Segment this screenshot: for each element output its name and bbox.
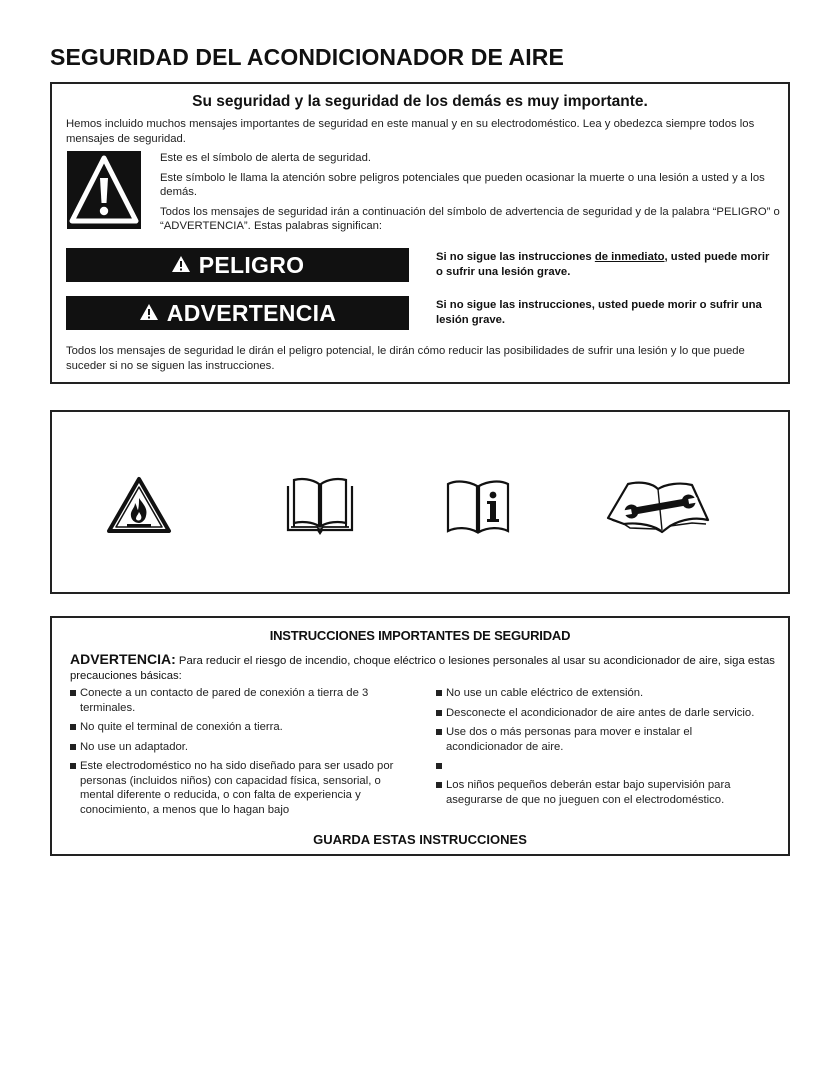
warning-signal-banner [66,296,409,330]
list-item: No use un adaptador. [70,740,410,755]
safety-heading: Su seguridad y la seguridad de los demás es muy importante. [192,93,648,110]
list-item: Desconecte el acondicionador de aire antes de darle servicio. [436,706,766,721]
warning-text: Para reducir el riesgo de incendio, choque eléctrico o lesiones personales al usar su acondicionador de aire, siga estas precauciones básicas: [70,655,775,682]
warning-label: ADVERTENCIA [166,299,337,326]
warning-label: ADVERTENCIA: [70,651,176,667]
safety-closing: Todos los mensajes de seguridad le dirán el peligro potencial, le dirán cómo reducir las posibilidades de sufrir una lesión y lo que puede suceder si no se siguen las instrucciones. [66,345,745,372]
danger-text-after: , usted puede morir o sufrir una lesión grave. [436,251,770,278]
danger-text-before: Si no sigue las instrucciones [436,251,595,263]
danger-text-underlined: de inmediato [594,251,665,263]
flammable-warning-icon [106,476,172,539]
instructions-list-right [436,686,766,812]
alert-line: Todos los mensajes de seguridad irán a continuación del símbolo de advertencia de seguridad y de la palabra “PELIGRO” o “ADVERTENCIA”. Estas palabras significan: [160,205,780,232]
instructions-heading: INSTRUCCIONES IMPORTANTES DE SEGURIDAD [269,628,571,643]
list-item: No use un cable eléctrico de extensión. [436,686,766,701]
important-instructions-box [50,616,790,856]
safety-alert-triangle-icon [67,151,141,229]
information-manual-icon [444,476,512,541]
danger-signal-banner [66,248,409,282]
alert-line: Este es el símbolo de alerta de seguridad. [160,152,372,164]
list-item [436,759,766,773]
symbols-box [50,410,790,594]
list-item: No quite el terminal de conexión a tierra. [70,720,410,735]
instructions-list-left [70,686,410,822]
operator-manual-icon [282,476,358,541]
list-item: Conecte a un contacto de pared de conexión a tierra de 3 terminales. [70,686,410,715]
alert-line: Este símbolo le llama la atención sobre peligros potenciales que pueden ocasionar la muerte o una lesión a usted y a los demás. [160,171,765,198]
safety-alert-small-icon [139,300,159,327]
safety-message-box [50,82,790,384]
warning-description: Si no sigue las instrucciones, usted puede morir o sufrir una lesión grave. [436,299,762,326]
list-item: Use dos o más personas para mover e instalar el acondicionador de aire. [436,725,766,754]
safety-alert-small-icon [171,252,191,279]
danger-label: PELIGRO [198,251,305,278]
alert-symbol-explanation [160,151,780,239]
list-item: Los niños pequeños deberán estar bajo supervisión para asegurarse de que no jueguen con el electrodoméstico. [436,778,766,807]
page-title: SEGURIDAD DEL ACONDICIONADOR DE AIRE [50,44,564,70]
service-manual-icon [604,476,712,541]
danger-description [436,250,776,279]
safety-intro: Hemos incluido muchos mensajes importantes de seguridad en este manual y en su electrodoméstico. Lea y obedezca siempre todos los mensajes de seguridad. [66,118,755,145]
list-item: Este electrodoméstico no ha sido diseñado para ser usado por personas (incluidos niños) con capacidad física, sensorial, o mental diferente o reducida, o con falta de experiencia y conocimiento, a menos que lo hagan bajo [70,759,410,817]
instructions-footer: GUARDA ESTAS INSTRUCCIONES [313,832,527,847]
instructions-warning [70,652,776,684]
